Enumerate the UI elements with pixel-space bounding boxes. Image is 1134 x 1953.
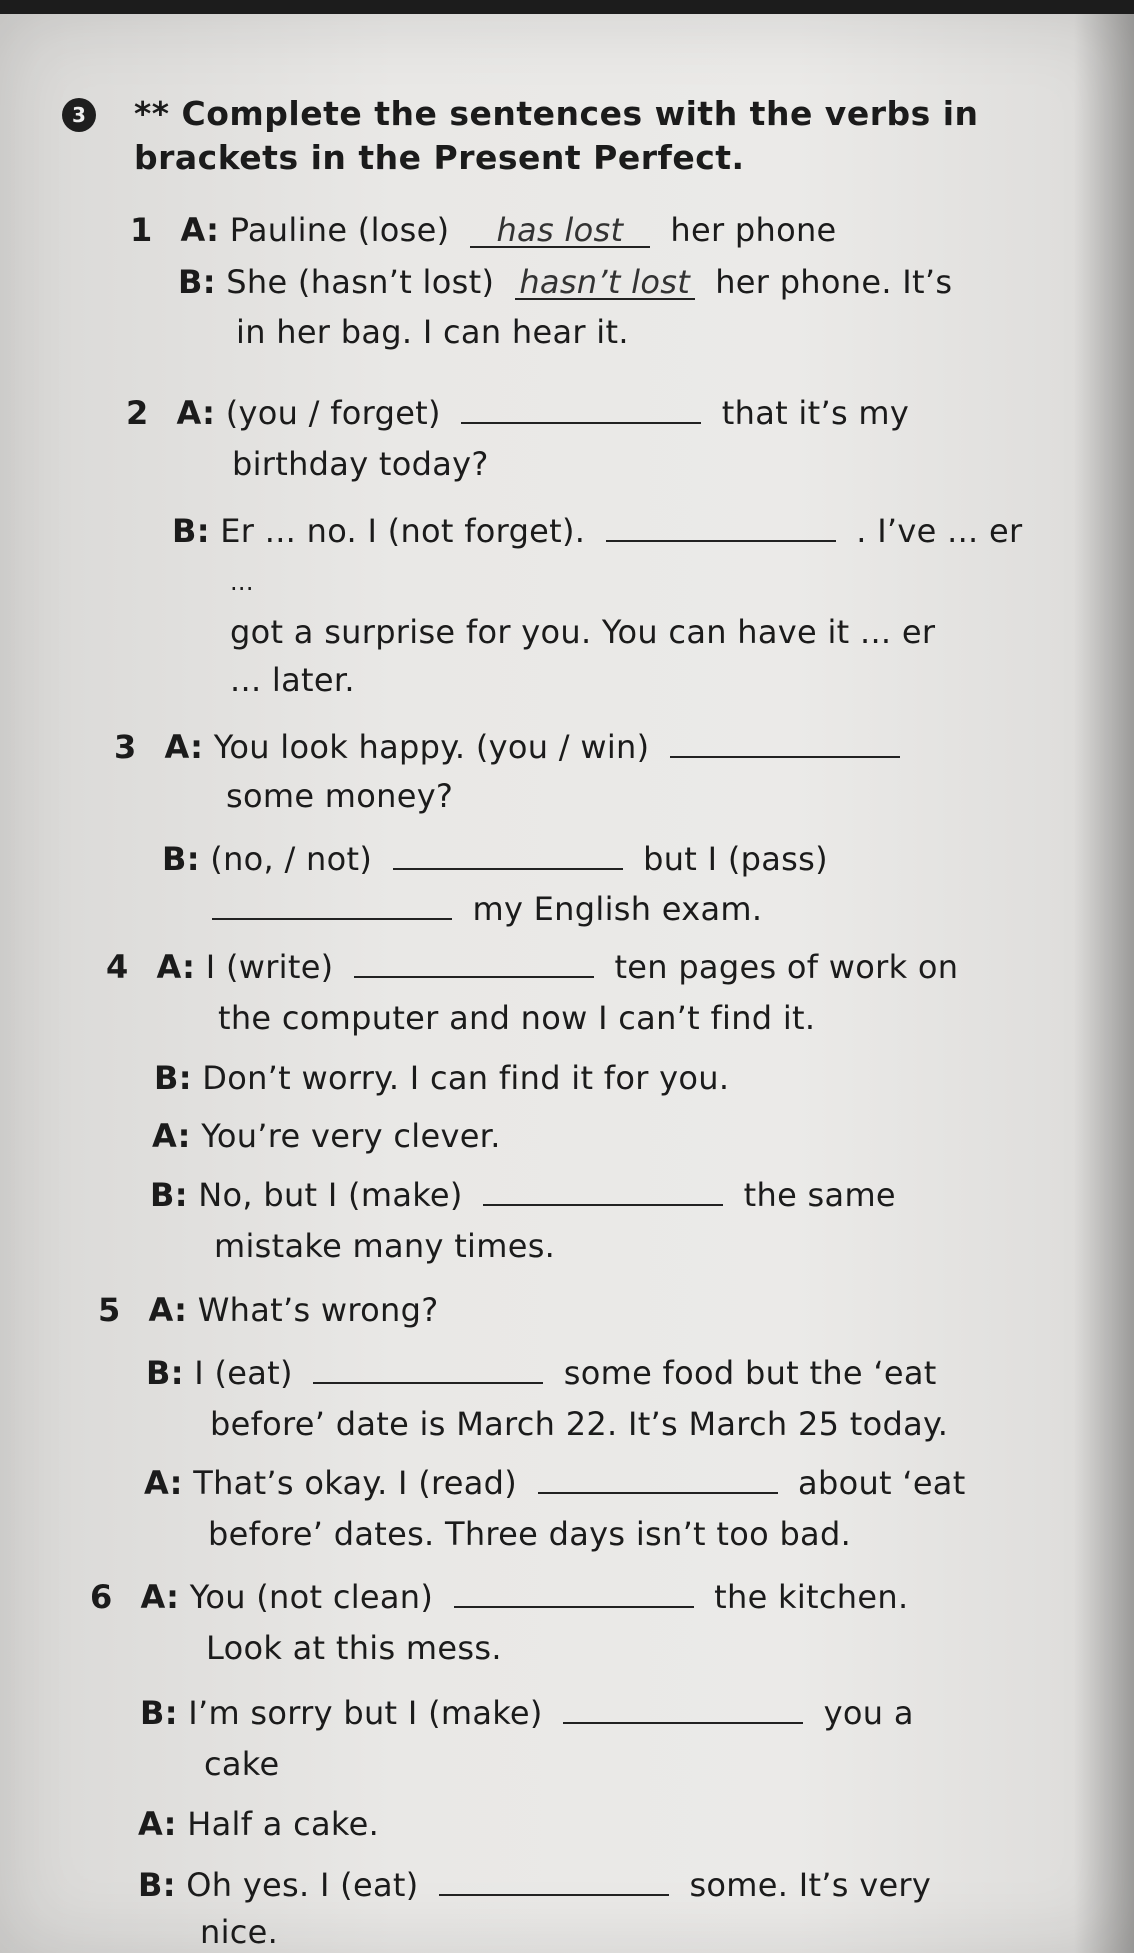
prompt-text: the kitchen.: [714, 1578, 909, 1616]
prompt-text: but I (pass): [643, 840, 828, 878]
item-5-line-b-cont: before’ date is March 22. It’s March 25 today.: [210, 1405, 949, 1443]
speaker-label: A:: [176, 394, 216, 432]
photo-edge-shadow: [1074, 14, 1134, 1953]
speaker-label: B:: [146, 1354, 184, 1392]
prompt-text: you a: [823, 1694, 914, 1732]
item-2-line-b-cont2: ... later.: [230, 661, 355, 699]
answer-blank[interactable]: [606, 510, 836, 542]
item-4-line-a2: [152, 1116, 501, 1156]
speaker-label: A:: [180, 211, 220, 249]
item-5-line-a2: [144, 1462, 966, 1503]
prompt-text: You look happy. (you / win): [213, 728, 650, 766]
speaker-label: B:: [162, 840, 200, 878]
prompt-text: some. It’s very: [689, 1866, 932, 1904]
exercise-number-badge: 3: [62, 98, 96, 132]
photo-top-edge: [0, 0, 1134, 14]
item-6-line-b: [140, 1692, 914, 1733]
speaker-label: B:: [150, 1176, 188, 1214]
speaker-label: A:: [138, 1805, 177, 1843]
answer-blank[interactable]: [563, 1692, 803, 1724]
speaker-label: B:: [138, 1866, 176, 1904]
prompt-text: She (hasn’t lost): [226, 263, 495, 301]
item-5-line-a2-cont: before’ dates. Three days isn’t too bad.: [208, 1515, 852, 1553]
item-6-line-a-cont: Look at this mess.: [206, 1629, 502, 1667]
prompt-text: my English exam.: [472, 890, 763, 928]
prompt-text: (no, / not): [210, 840, 373, 878]
item-3-line-a-cont: some money?: [226, 777, 454, 815]
item-2-line-a-cont: birthday today?: [232, 445, 489, 483]
speaker-label: A:: [152, 1117, 191, 1155]
prompt-text: You (not clean): [189, 1578, 434, 1616]
answer-blank[interactable]: [461, 392, 701, 424]
item-4-line-b2-cont: mistake many times.: [214, 1227, 556, 1265]
prompt-text: Don’t worry. I can find it for you.: [202, 1059, 730, 1097]
exercise-instructions: ** Complete the sentences with the verbs in brackets in the Present Perfect.: [134, 94, 979, 177]
item-3-line-b: [162, 838, 828, 879]
item-6-line-b2-cont: nice.: [200, 1913, 279, 1951]
prompt-text: . I’ve ... er: [856, 512, 1023, 550]
item-6-line-b-cont: cake: [204, 1745, 280, 1783]
item-5-line-a: [98, 1290, 439, 1330]
answer-filled: has lost: [470, 214, 650, 248]
prompt-text: Half a cake.: [187, 1805, 380, 1843]
prompt-text: Oh yes. I (eat): [186, 1866, 419, 1904]
item-number: 1: [130, 211, 153, 249]
answer-filled: hasn’t lost: [515, 266, 695, 300]
prompt-text: That’s okay. I (read): [193, 1464, 518, 1502]
item-number: 5: [98, 1291, 121, 1329]
answer-blank[interactable]: [212, 888, 452, 920]
speaker-label: B:: [154, 1059, 192, 1097]
item-3-line-b-cont: [212, 888, 762, 929]
prompt-text: I’m sorry but I (make): [188, 1694, 543, 1732]
prompt-text: I (write): [205, 948, 334, 986]
answer-blank[interactable]: [354, 946, 594, 978]
answer-blank[interactable]: [670, 726, 900, 758]
item-6-line-a: [90, 1576, 908, 1617]
prompt-text: Pauline (lose): [229, 211, 450, 249]
prompt-text: ten pages of work on: [614, 948, 959, 986]
item-4-line-b: [154, 1058, 729, 1098]
prompt-text: that it’s my: [721, 394, 910, 432]
item-4-line-a: [106, 946, 958, 987]
item-2-line-a: [126, 392, 909, 433]
speaker-label: B:: [178, 263, 216, 301]
prompt-text: No, but I (make): [198, 1176, 463, 1214]
prompt-text: her phone: [670, 211, 837, 249]
item-5-line-b: [146, 1352, 937, 1393]
item-1-line-a: [130, 210, 837, 250]
speaker-label: A:: [164, 728, 204, 766]
item-4-line-a-cont: the computer and now I can’t find it.: [218, 999, 816, 1037]
prompt-text: (you / forget): [225, 394, 441, 432]
prompt-text: the same: [743, 1176, 896, 1214]
prompt-text: What’s wrong?: [197, 1291, 439, 1329]
workbook-page: [0, 14, 1134, 1953]
prompt-text: some food but the ‘eat: [563, 1354, 937, 1392]
speaker-label: B:: [172, 512, 210, 550]
answer-blank[interactable]: [393, 838, 623, 870]
item-number: 3: [114, 728, 137, 766]
prompt-text: her phone. It’s: [715, 263, 953, 301]
speaker-label: B:: [140, 1694, 178, 1732]
prompt-text: Er ... no. I (not forget).: [220, 512, 586, 550]
item-2-line-b: [172, 510, 1022, 551]
item-6-line-b2: [138, 1864, 931, 1905]
prompt-text: about ‘eat: [798, 1464, 966, 1502]
speaker-label: A:: [148, 1291, 188, 1329]
item-2-line-b-cont1: got a surprise for you. You can have it ... er: [230, 613, 936, 651]
item-1-line-b-cont: in her bag. I can hear it.: [236, 313, 629, 351]
speaker-label: A:: [140, 1578, 180, 1616]
item-number: 6: [90, 1578, 113, 1616]
answer-blank[interactable]: [483, 1174, 723, 1206]
item-6-line-a2: [138, 1804, 379, 1844]
answer-blank[interactable]: [313, 1352, 543, 1384]
item-number: 2: [126, 394, 149, 432]
answer-blank[interactable]: [454, 1576, 694, 1608]
answer-blank[interactable]: [538, 1462, 778, 1494]
item-2-ellipsis: ...: [230, 568, 254, 596]
item-number: 4: [106, 948, 129, 986]
answer-blank[interactable]: [439, 1864, 669, 1896]
prompt-text: I (eat): [194, 1354, 293, 1392]
item-3-line-a: [114, 726, 910, 767]
item-4-line-b2: [150, 1174, 896, 1215]
speaker-label: A:: [144, 1464, 183, 1502]
prompt-text: You’re very clever.: [201, 1117, 501, 1155]
speaker-label: A:: [156, 948, 196, 986]
item-1-line-b: [178, 262, 952, 302]
